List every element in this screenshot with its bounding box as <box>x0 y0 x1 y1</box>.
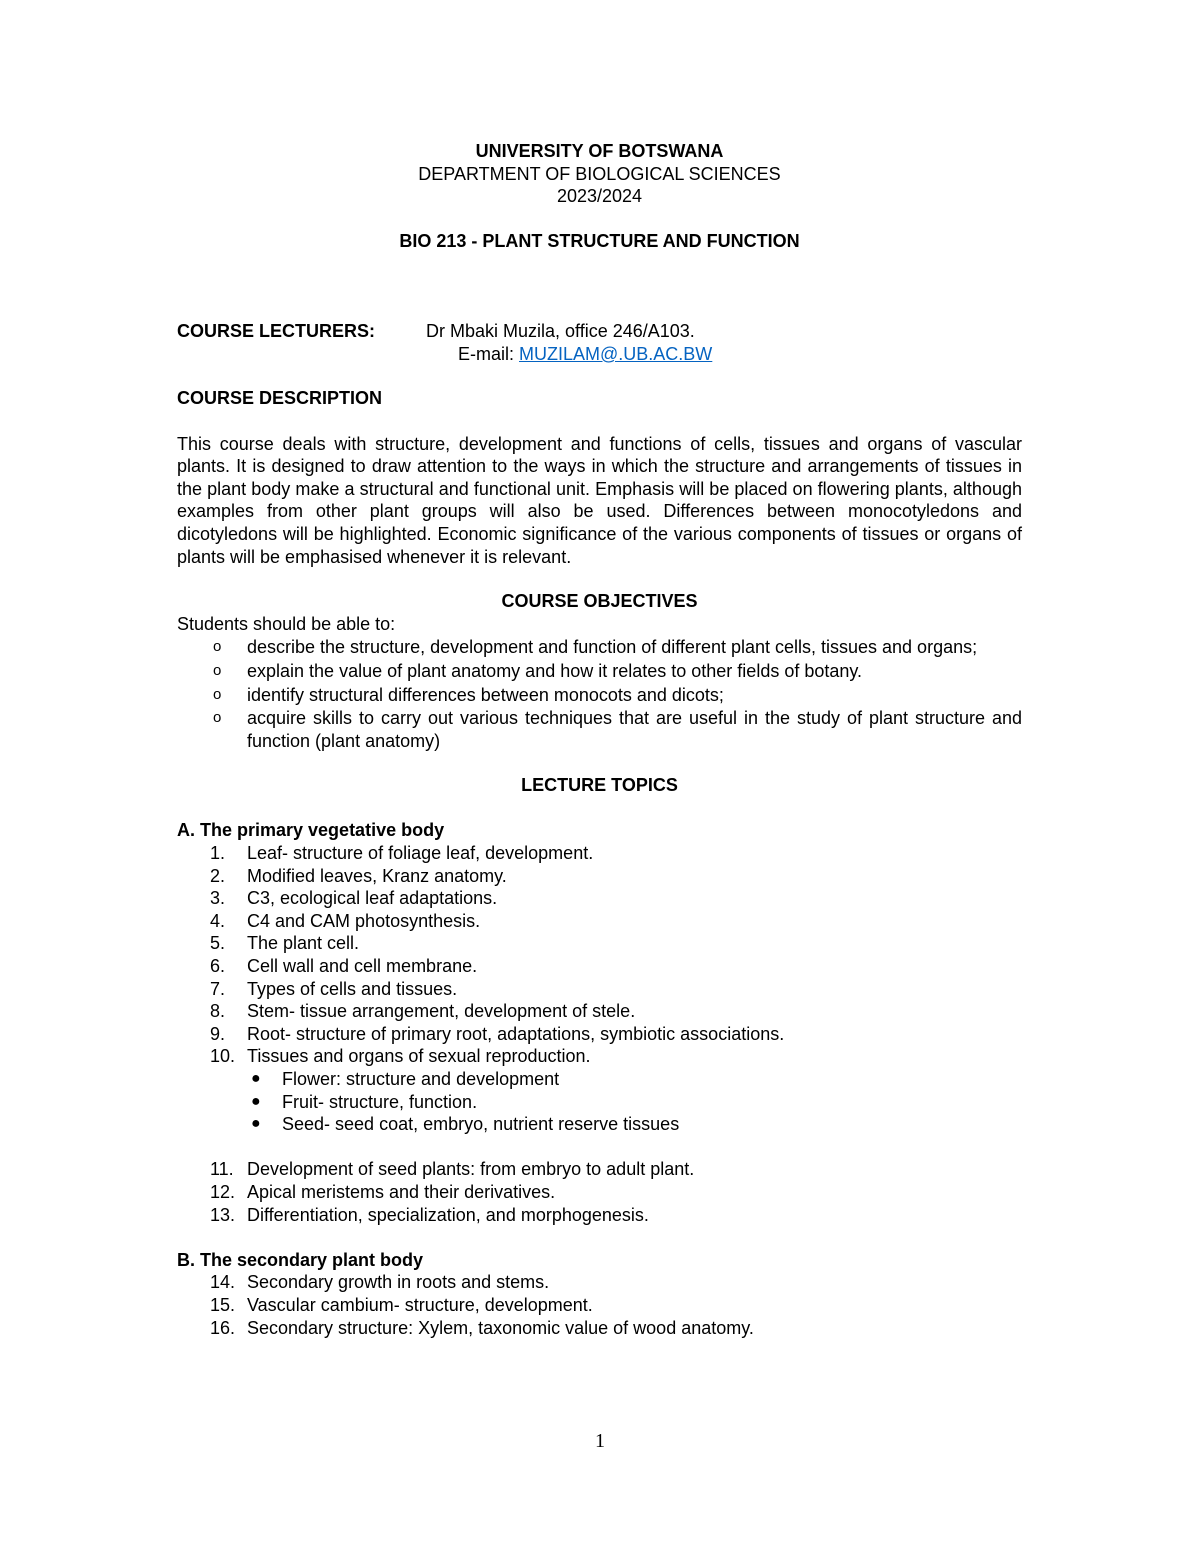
list-item: ● Seed- seed coat, embryo, nutrient reserve tissues <box>251 1114 680 1135</box>
description-paragraph: This course deals with structure, development and functions of cells, tissues and organs of vascular plants. It is designed to draw attention to the ways in which the structure and arrangements of tissues in the plant body make a structural and functional unit. Emphasis will be placed on flowering plants, although examples from other plant groups will also be used. Differences between monocotyledons and dicotyledons will be highlighted. Economic significance of the various components of tissues or organs of plants will be emphasised whenever it is relevant. <box>177 433 1022 567</box>
department-name: DEPARTMENT OF BIOLOGICAL SCIENCES <box>418 163 781 184</box>
objectives-intro: Students should be able to: <box>177 613 396 634</box>
list-item: 4. C4 and CAM photosynthesis. <box>210 910 481 931</box>
bullet-dot-icon: ● <box>251 1092 261 1110</box>
list-item: 12. Apical meristems and their derivatives. <box>210 1181 556 1202</box>
list-item: ● Fruit- structure, function. <box>251 1091 478 1112</box>
document-header <box>177 140 1022 252</box>
email-label: E-mail: <box>458 343 520 364</box>
page-number: 1 <box>595 1430 605 1452</box>
list-item: o explain the value of plant anatomy and how it relates to other fields of botany. <box>213 660 863 681</box>
list-item: 1. Leaf- structure of foliage leaf, development. <box>210 843 594 864</box>
section-a-list-continued <box>177 1158 1022 1226</box>
bullet-dot-icon: ● <box>251 1115 261 1133</box>
objectives-heading: COURSE OBJECTIVES <box>501 591 698 612</box>
list-item: o describe the structure, development and function of different plant cells, tissues and organs; <box>213 637 978 658</box>
course-title: BIO 213 - PLANT STRUCTURE AND FUNCTION <box>399 230 800 251</box>
university-name: UNIVERSITY OF BOTSWANA <box>475 141 724 161</box>
lecturer-email-line <box>458 343 712 366</box>
list-item: 5. The plant cell. <box>210 933 360 954</box>
list-item: 15. Vascular cambium- structure, development. <box>210 1294 593 1315</box>
list-item: 2. Modified leaves, Kranz anatomy. <box>210 865 507 886</box>
lecturer-name: Dr Mbaki Muzila, office 246/A103. <box>426 321 695 342</box>
section-b-heading: B. The secondary plant body <box>177 1249 424 1270</box>
course-lecturers <box>177 320 1022 365</box>
lecture-topics-heading: LECTURE TOPICS <box>521 775 678 796</box>
section-a-list <box>177 842 1022 1068</box>
list-item: 6. Cell wall and cell membrane. <box>210 956 478 977</box>
section-b-list <box>177 1271 1022 1339</box>
list-item: 3. C3, ecological leaf adaptations. <box>210 888 498 909</box>
email-link[interactable]: MUZILAM@.UB.AC.BW <box>519 343 713 364</box>
description-heading: COURSE DESCRIPTION <box>177 388 383 409</box>
list-item: 7. Types of cells and tissues. <box>210 978 458 999</box>
reproduction-sublist <box>177 1068 1022 1136</box>
bullet-icon: o <box>213 709 222 727</box>
list-item: o acquire skills to carry out various techniques that are useful in the study of plant structure and function (plant anatomy) <box>213 708 1022 751</box>
list-item: o identify structural differences between monocots and dicots; <box>213 684 724 705</box>
list-item: ● Flower: structure and development <box>251 1069 560 1089</box>
spacer <box>177 1136 1022 1159</box>
section-a-heading: A. The primary vegetative body <box>177 820 445 841</box>
bullet-dot-icon: ● <box>251 1070 261 1087</box>
document-page <box>177 140 1022 1339</box>
objectives-list <box>177 636 1022 752</box>
list-item: 13. Differentiation, specialization, and morphogenesis. <box>210 1204 649 1225</box>
list-item: 10. Tissues and organs of sexual reproduction. <box>210 1046 591 1067</box>
lecturers-label: COURSE LECTURERS: <box>177 321 376 342</box>
academic-year: 2023/2024 <box>556 186 643 207</box>
list-item: 14. Secondary growth in roots and stems. <box>210 1272 550 1293</box>
list-item: 8. Stem- tissue arrangement, development of stele. <box>210 1001 636 1022</box>
bullet-icon: o <box>213 661 222 679</box>
bullet-icon: o <box>213 638 222 656</box>
list-item: 9. Root- structure of primary root, adaptations, symbiotic associations. <box>210 1023 785 1044</box>
list-item: 11. Development of seed plants: from embryo to adult plant. <box>210 1159 695 1180</box>
list-item: 16. Secondary structure: Xylem, taxonomic value of wood anatomy. <box>210 1317 754 1338</box>
bullet-icon: o <box>213 685 222 703</box>
